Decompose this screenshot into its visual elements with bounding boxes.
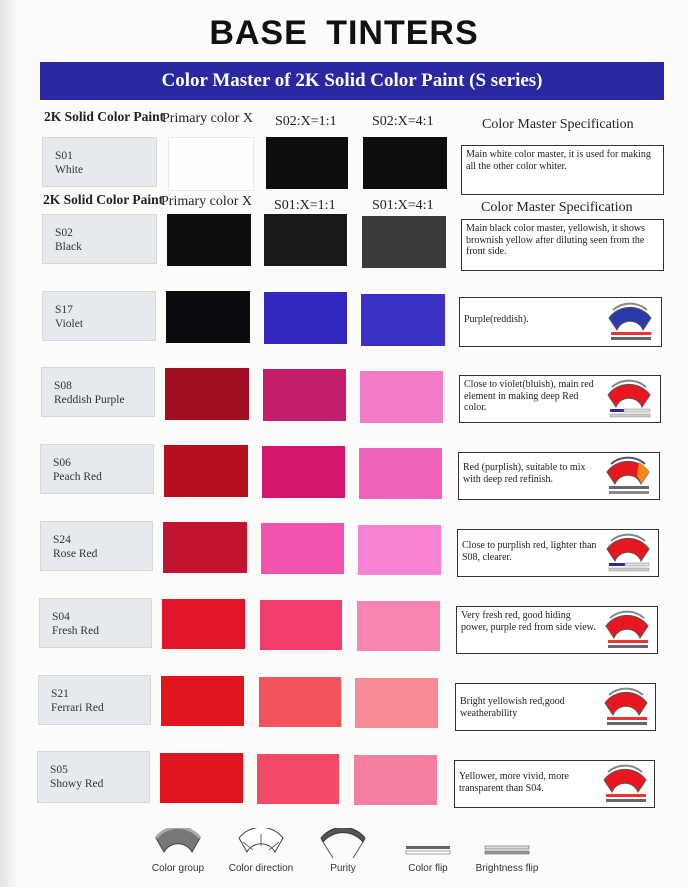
tinter-name: Reddish Purple [54, 394, 125, 406]
header2-col5: Color Master Specification [481, 200, 633, 215]
swatch-mix-1-1-s08 [263, 369, 346, 421]
tinter-name: Ferrari Red [51, 702, 104, 714]
color-flip-icon [404, 838, 452, 860]
swatch-mix-1-1-s24 [261, 523, 344, 574]
swatch-mix-4-1-s06 [359, 448, 442, 499]
label-box-s06 [40, 444, 154, 494]
tinter-name: Fresh Red [52, 625, 99, 637]
swatch-primary-s06 [164, 445, 248, 497]
label-box-s21 [38, 675, 151, 725]
color-group-icon [154, 828, 202, 860]
spec-text: Main black color master, yellowish, it shows brownish yellow after diluting seen from the front side. [466, 223, 646, 257]
page-title: BASE TINTERS [209, 14, 479, 52]
swatch-mix-4-1-s05 [354, 755, 437, 805]
header2-col2: Primary color X [161, 194, 252, 209]
spec-text: Red (purplish), suitable to mix with deep red refinish. [463, 462, 586, 485]
red-fan-icon [603, 531, 653, 575]
swatch-mix-1-1-s05 [257, 754, 339, 804]
swatch-mix-4-1-s17 [361, 294, 445, 346]
swatch-mix-1-1-s02 [264, 214, 347, 266]
swatch-mix-1-1-s06 [262, 446, 345, 498]
label-box-s04 [39, 598, 152, 648]
swatch-mix-4-1-s01 [363, 137, 447, 189]
label-box-s17 [42, 291, 156, 341]
tinter-code: S05 [50, 764, 68, 776]
spec-text: Main white color master, it is used for making all the other color whiter. [466, 149, 651, 172]
label-box-s24 [40, 521, 153, 571]
tinter-code: S04 [52, 611, 70, 623]
purple-fan-icon [605, 300, 655, 344]
tinter-name: Rose Red [53, 548, 98, 560]
header2-col3: S01:X=1:1 [274, 198, 336, 213]
tinter-name: Violet [55, 318, 84, 330]
tinter-name: Peach Red [53, 471, 102, 483]
tinter-name: Showy Red [50, 778, 104, 790]
swatch-mix-4-1-s04 [357, 601, 440, 651]
color-direction-icon [237, 828, 285, 860]
spec-box-s01 [461, 145, 664, 195]
swatch-mix-1-1-s04 [260, 600, 342, 650]
legend-color-direction [224, 828, 298, 874]
swatch-mix-4-1-s21 [355, 678, 438, 728]
header1-col1: 2K Solid Color Paint [44, 109, 165, 124]
header1-col4: S02:X=4:1 [372, 114, 434, 129]
label-box-s01 [42, 137, 157, 187]
red-fan-icon [601, 685, 651, 729]
spec-text: Purple(reddish). [464, 314, 529, 325]
tinter-code: S17 [55, 304, 73, 316]
label-box-s02 [42, 214, 157, 264]
tinter-name: Black [55, 241, 82, 253]
red-fan-icon [600, 762, 650, 806]
legend-color-flip [398, 838, 458, 874]
swatch-primary-s08 [165, 368, 249, 420]
brightness-flip-icon [483, 838, 531, 860]
label-box-s05 [37, 751, 150, 803]
tinter-code: S06 [53, 457, 71, 469]
legend-label: Brightness flip [475, 863, 539, 874]
swatch-mix-1-1-s21 [259, 677, 341, 727]
swatch-mix-4-1-s02 [362, 216, 446, 268]
swatch-mix-1-1-s17 [264, 292, 347, 344]
swatch-mix-1-1-s01 [266, 137, 348, 189]
red-fan-icon [604, 377, 654, 421]
spec-text: Very fresh red, good hiding power, purple red from side view. [461, 610, 596, 633]
swatch-primary-s24 [163, 522, 247, 573]
page-edge-shadow [0, 0, 18, 887]
spec-box-s02 [461, 219, 664, 271]
spec-text: Yellower, more vivid, more transparent than S04. [459, 771, 569, 794]
swatch-primary-s05 [160, 753, 243, 803]
header1-col5: Color Master Specification [482, 117, 634, 132]
tinter-code: S01 [55, 150, 73, 162]
swatch-primary-s04 [162, 599, 245, 649]
purity-icon [319, 828, 367, 860]
header2-col4: S01:X=4:1 [372, 198, 434, 213]
header1-col2: Primary color X [162, 111, 253, 126]
spec-text: Close to violet(bluish), main red element in making deep Red color. [464, 379, 594, 413]
header1-col3: S02:X=1:1 [275, 114, 337, 129]
swatch-primary-s02 [167, 214, 251, 266]
swatch-primary-s21 [161, 676, 244, 726]
spec-text: Close to purplish red, lighter than S08, clearer. [462, 540, 597, 563]
tinter-code: S02 [55, 227, 73, 239]
legend-label: Color direction [228, 863, 294, 874]
banner-title: Color Master of 2K Solid Color Paint (S series) [40, 62, 664, 100]
swatch-primary-s01 [168, 137, 254, 191]
header2-col1: 2K Solid Color Paint [43, 192, 164, 207]
red-orange-fan-icon [603, 454, 653, 498]
legend-brightness-flip [471, 838, 543, 874]
swatch-primary-s17 [166, 291, 250, 343]
spec-text: Bright yellowish red,good weatherability [460, 696, 565, 719]
legend-purity [316, 828, 370, 874]
legend-label: Color group [151, 863, 205, 874]
tinter-code: S24 [53, 534, 71, 546]
swatch-mix-4-1-s08 [360, 371, 443, 423]
tinter-name: White [55, 164, 84, 176]
legend-label: Purity [330, 863, 356, 874]
red-fan-icon [602, 608, 652, 652]
label-box-s08 [41, 367, 155, 417]
legend-color-group [146, 828, 210, 874]
tinter-code: S08 [54, 380, 72, 392]
swatch-mix-4-1-s24 [358, 525, 441, 575]
legend-label: Color flip [408, 863, 448, 874]
tinter-code: S21 [51, 688, 69, 700]
